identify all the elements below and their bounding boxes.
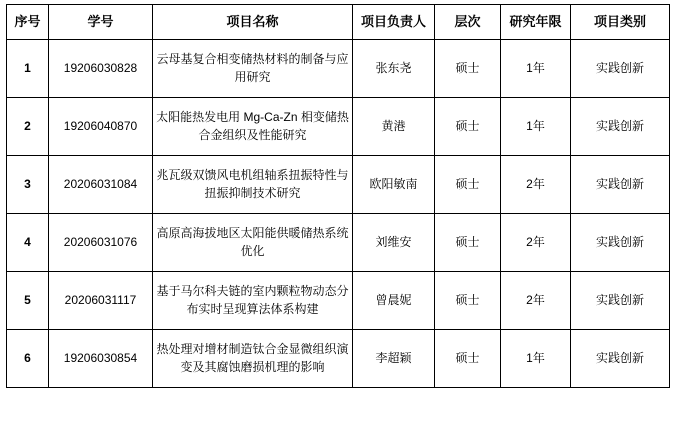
cell-student-id: 20206031076	[49, 214, 153, 272]
cell-leader: 刘维安	[353, 214, 435, 272]
cell-level: 硕士	[435, 330, 501, 388]
cell-project-title: 兆瓦级双馈风电机组轴系扭振特性与扭振抑制技术研究	[153, 156, 353, 214]
cell-student-id: 19206040870	[49, 98, 153, 156]
cell-student-id: 20206031117	[49, 272, 153, 330]
cell-seq: 6	[7, 330, 49, 388]
column-header-project-title: 项目名称	[153, 5, 353, 40]
cell-project-title: 高原高海拔地区太阳能供暖储热系统优化	[153, 214, 353, 272]
cell-project-title: 太阳能热发电用 Mg-Ca-Zn 相变储热合金组织及性能研究	[153, 98, 353, 156]
cell-leader: 张东尧	[353, 40, 435, 98]
cell-level: 硕士	[435, 40, 501, 98]
table-row	[7, 272, 670, 330]
column-header-seq: 序号	[7, 5, 49, 40]
column-header-level: 层次	[435, 5, 501, 40]
cell-project-title: 云母基复合相变储热材料的制备与应用研究	[153, 40, 353, 98]
table-header-row	[7, 5, 670, 40]
cell-category: 实践创新	[571, 98, 670, 156]
cell-duration: 2年	[501, 156, 571, 214]
cell-duration: 1年	[501, 40, 571, 98]
cell-duration: 1年	[501, 98, 571, 156]
cell-seq: 2	[7, 98, 49, 156]
cell-student-id: 19206030854	[49, 330, 153, 388]
column-header-duration: 研究年限	[501, 5, 571, 40]
cell-category: 实践创新	[571, 40, 670, 98]
cell-seq: 1	[7, 40, 49, 98]
cell-project-title: 基于马尔科夫链的室内颗粒物动态分布实时呈现算法体系构建	[153, 272, 353, 330]
column-header-student-id: 学号	[49, 5, 153, 40]
cell-duration: 2年	[501, 272, 571, 330]
cell-leader: 曾晨妮	[353, 272, 435, 330]
cell-student-id: 19206030828	[49, 40, 153, 98]
cell-student-id: 20206031084	[49, 156, 153, 214]
column-header-leader: 项目负责人	[353, 5, 435, 40]
project-list-table	[6, 4, 670, 388]
cell-level: 硕士	[435, 98, 501, 156]
cell-seq: 3	[7, 156, 49, 214]
cell-category: 实践创新	[571, 272, 670, 330]
table-row	[7, 330, 670, 388]
cell-level: 硕士	[435, 272, 501, 330]
table-row	[7, 98, 670, 156]
cell-duration: 1年	[501, 330, 571, 388]
table-row	[7, 40, 670, 98]
cell-seq: 5	[7, 272, 49, 330]
cell-category: 实践创新	[571, 330, 670, 388]
cell-duration: 2年	[501, 214, 571, 272]
cell-category: 实践创新	[571, 156, 670, 214]
table-row	[7, 156, 670, 214]
cell-leader: 李超颖	[353, 330, 435, 388]
cell-seq: 4	[7, 214, 49, 272]
table-row	[7, 214, 670, 272]
cell-level: 硕士	[435, 214, 501, 272]
cell-leader: 欧阳敏南	[353, 156, 435, 214]
cell-level: 硕士	[435, 156, 501, 214]
cell-category: 实践创新	[571, 214, 670, 272]
cell-project-title: 热处理对增材制造钛合金显微组织演变及其腐蚀磨损机理的影响	[153, 330, 353, 388]
column-header-category: 项目类别	[571, 5, 670, 40]
cell-leader: 黄港	[353, 98, 435, 156]
